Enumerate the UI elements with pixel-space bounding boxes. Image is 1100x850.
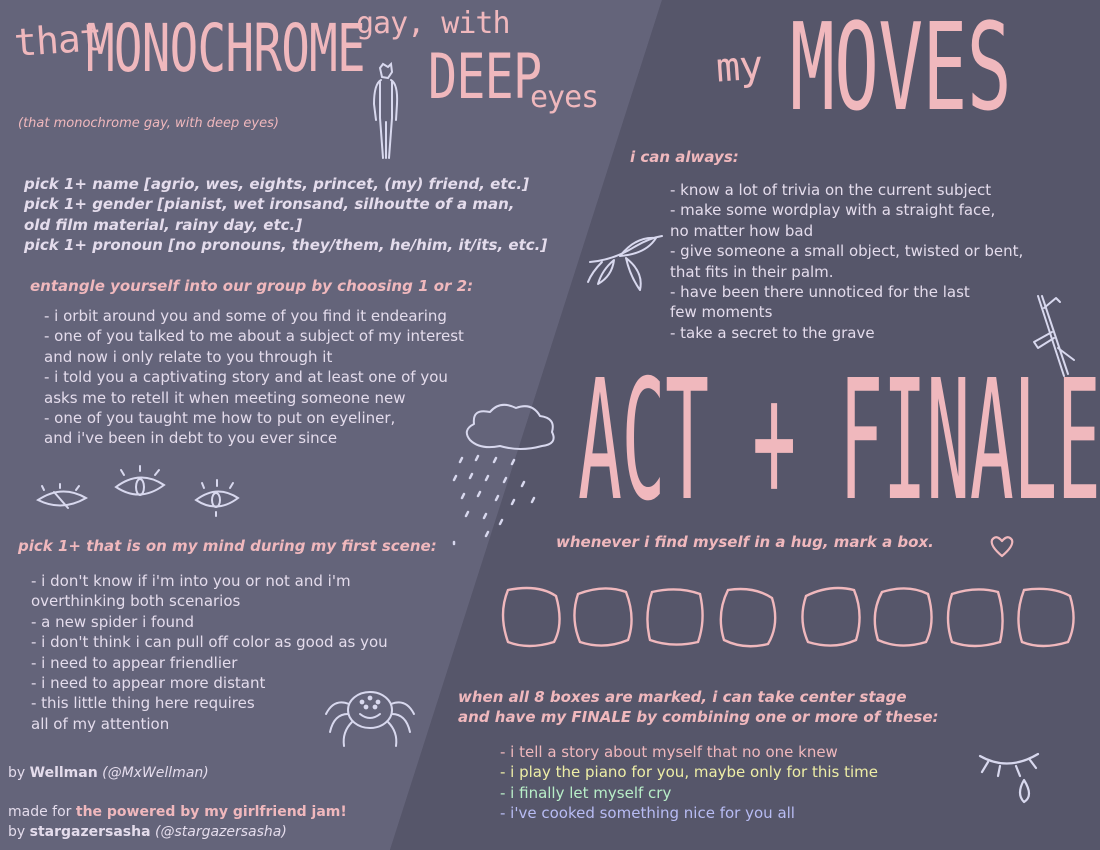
title-word-monochrome: MONOCHROME xyxy=(86,10,365,87)
finale-option: - i've cooked something nice for you all xyxy=(500,804,795,823)
list-item: - i don't think i can pull off color as good as you xyxy=(31,633,388,652)
title-word-deep: DEEP xyxy=(428,40,542,113)
leaf-branch-icon xyxy=(584,232,666,300)
list-item: no matter how bad xyxy=(670,221,814,240)
list-item: - give someone a small object, twisted or bent, xyxy=(670,242,1024,261)
hug-boxes xyxy=(498,584,1078,654)
mind-heading: pick 1+ that is on my mind during my first scene: xyxy=(18,537,437,555)
list-item: - one of you talked to me about a subject of my interest xyxy=(44,327,464,346)
entangle-list xyxy=(44,306,464,449)
hug-box[interactable] xyxy=(570,584,636,650)
moves-title: MOVES xyxy=(790,0,1011,138)
eye-icon xyxy=(34,482,90,514)
hug-box[interactable] xyxy=(870,584,936,650)
host-name: stargazersasha xyxy=(29,824,151,840)
author-handle: (@MxWellman) xyxy=(102,765,209,781)
moves-title-my: my xyxy=(714,42,764,92)
heart-icon xyxy=(988,534,1016,560)
author-name: Wellman xyxy=(29,765,98,781)
list-item: - i orbit around you and some of you find it endearing xyxy=(44,307,447,325)
hug-box[interactable] xyxy=(798,584,864,650)
hug-box[interactable] xyxy=(714,584,780,650)
credits-author: by Wellman (@MxWellman) xyxy=(8,765,209,781)
spider-icon xyxy=(322,680,418,750)
list-item: - one of you taught me how to put on eyeliner, xyxy=(44,409,396,428)
list-item: - i need to appear more distant xyxy=(31,674,266,693)
entangle-heading: entangle yourself into our group by choosing 1 or 2: xyxy=(30,277,474,295)
eye-icon xyxy=(192,478,242,518)
cloud-icon xyxy=(460,400,560,460)
hug-text: whenever i find myself in a hug, mark a box. xyxy=(556,533,934,551)
pronoun-line: pick 1+ pronoun [no pronouns, they/them, he/him, it/its, etc.] xyxy=(24,236,548,255)
list-item: - have been there unnoticed for the last xyxy=(670,283,970,302)
finale-option: - i play the piano for you, maybe only for this time xyxy=(500,763,878,782)
list-item: that fits in their palm. xyxy=(670,262,834,281)
list-item: and now i only relate to you through it xyxy=(44,347,333,366)
moves-heading: i can always: xyxy=(630,148,739,166)
list-item: - i don't know if i'm into you or not and i'm xyxy=(31,572,351,590)
moves-list xyxy=(670,180,1023,343)
host-handle: (@stargazersasha) xyxy=(155,824,287,840)
finale-option: - i finally let myself cry xyxy=(500,783,672,802)
center-stage-text: when all 8 boxes are marked, i can take center stage and have my FINALE by combining one or more of these: xyxy=(458,688,939,727)
title-word-gay-with: gay, with xyxy=(356,6,510,41)
title-word-eyes: eyes xyxy=(530,80,599,115)
credits-made-for: made for the powered by my girlfriend jam! xyxy=(8,804,347,820)
hug-box[interactable] xyxy=(942,584,1008,650)
jam-name: the powered by my girlfriend jam! xyxy=(75,804,347,820)
list-item: - i told you a captivating story and at least one of you xyxy=(44,368,448,387)
list-item: - take a secret to the grave xyxy=(670,323,875,342)
rain-icon xyxy=(448,452,548,552)
list-item: few moments xyxy=(670,303,773,322)
finale-option: - i tell a story about myself that no one knew xyxy=(500,743,838,761)
name-line: pick 1+ name [agrio, wes, eights, princet, (my) friend, etc.] xyxy=(24,175,529,193)
eye-icon xyxy=(112,465,168,505)
figure-icon xyxy=(366,62,406,162)
finale-options xyxy=(500,742,878,824)
gender-line-2: old film material, rainy day, etc.] xyxy=(24,215,303,234)
hug-box[interactable] xyxy=(1012,584,1078,650)
hug-box[interactable] xyxy=(498,584,564,650)
list-item: and i've been in debt to you ever since xyxy=(44,429,338,448)
credits-host: by stargazersasha (@stargazersasha) xyxy=(8,824,287,840)
list-item: all of my attention xyxy=(31,714,170,733)
hug-box[interactable] xyxy=(642,584,708,650)
gender-line-1: pick 1+ gender [pianist, wet ironsand, silhoutte of a man, xyxy=(24,195,515,214)
list-item: asks me to retell it when meeting someone new xyxy=(44,388,406,407)
crying-eye-icon xyxy=(974,742,1044,808)
list-item: - know a lot of trivia on the current subject xyxy=(670,181,992,199)
subtitle: (that monochrome gay, with deep eyes) xyxy=(18,116,279,131)
list-item: overthinking both scenarios xyxy=(31,592,241,611)
title-word-that: that xyxy=(12,15,103,65)
list-item: - a new spider i found xyxy=(31,612,195,631)
list-item: - this little thing here requires xyxy=(31,694,255,713)
list-item: - i need to appear friendlier xyxy=(31,653,238,672)
list-item: - make some wordplay with a straight face, xyxy=(670,201,996,220)
finale-title: ACT + FINALE xyxy=(578,345,1100,538)
